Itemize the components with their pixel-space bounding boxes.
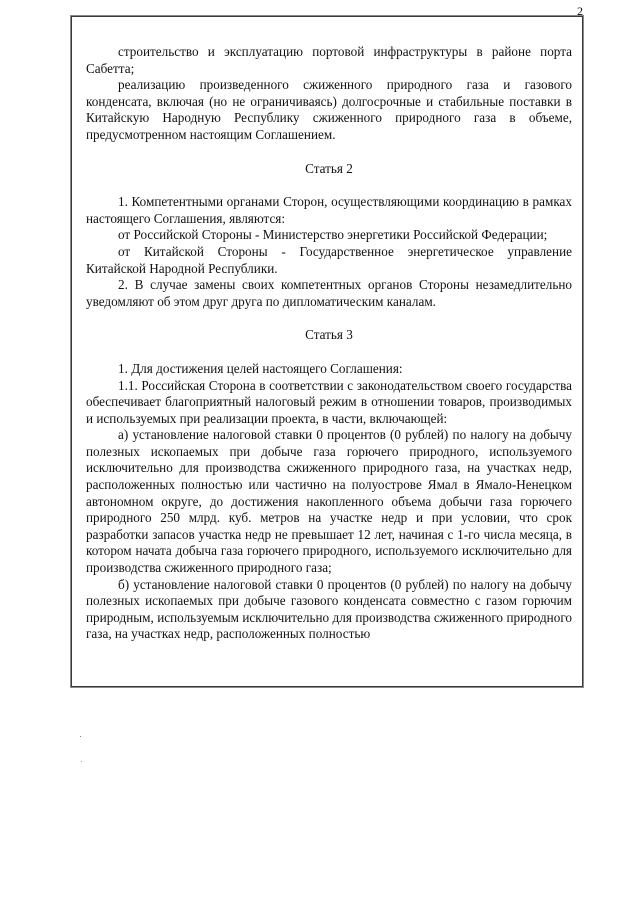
article-2-paragraph-3: от Китайской Стороны - Государственное энергетическое управление Китайской Народной Республики. [86,243,572,276]
article-2-paragraph-4: 2. В случае замены своих компетентных органов Стороны незамедлительно уведомляют об этом друг друга по дипломатическим каналам. [86,277,572,309]
article-2-paragraph-1: 1. Компетентными органами Сторон, осуществляющими координацию в рамках настоящего Соглашения, являются: [86,194,572,226]
scan-speck [81,761,82,762]
article-3-paragraph-4: б) установление налоговой ставки 0 процентов (0 рублей) по налогу на добычу полезных ископаемых при добыче газового конденсата совместно с газом горючим природным, используемым исключительно для производства сжиженного природного газа, на участках недр, расположенных полностью [86,576,572,642]
article-3-paragraph-3: а) установление налоговой ставки 0 процентов (0 рублей) по налогу на добычу полезных ископаемых при добыче газа горючего природного, используемого исключительно для производства сжиженного природного газа, на участках недр, расположенных полностью или частично на полуострове Ямал в Ямало-Ненецком автономном округе, до достижения накопленного объема добычи газа горючего природного 250 млрд. куб. метров на участке недр и при условии, что срок разработки запасов участка недр не превышает 12 лет, начиная с 1-го числа месяца, в котором начата добыча газа горючего природного, используемого исключительно для производства сжиженного природного газа; [86,427,572,576]
document-body [86,44,572,643]
intro-paragraph-2: реализацию произведенного сжиженного природного газа и газового конденсата, включая (но не ограничиваясь) долгосрочные и стабильные поставки в Китайскую Народную Республику сжиженного природного газа в объеме, предусмотренном настоящим Соглашением. [86,77,572,142]
page-number: 2 [577,4,583,18]
article-3-paragraph-1: 1. Для достижения целей настоящего Соглашения: [118,360,403,376]
article-2-heading: Статья 2 [305,160,353,176]
article-3-paragraph-2: 1.1. Российская Сторона в соответствии с законодательством своего государства обеспечивает благоприятный налоговый режим в отношении товаров, производимых и используемых при реализации проекта, в части, включающей: [86,377,572,426]
intro-paragraph-1: строительство и эксплуатацию портовой инфраструктуры в районе порта Сабетта; [86,44,572,76]
article-2-paragraph-2: от Российской Стороны - Министерство энергетики Российской Федерации; [118,227,548,243]
article-3-heading: Статья 3 [305,327,353,343]
scan-speck [80,736,81,737]
